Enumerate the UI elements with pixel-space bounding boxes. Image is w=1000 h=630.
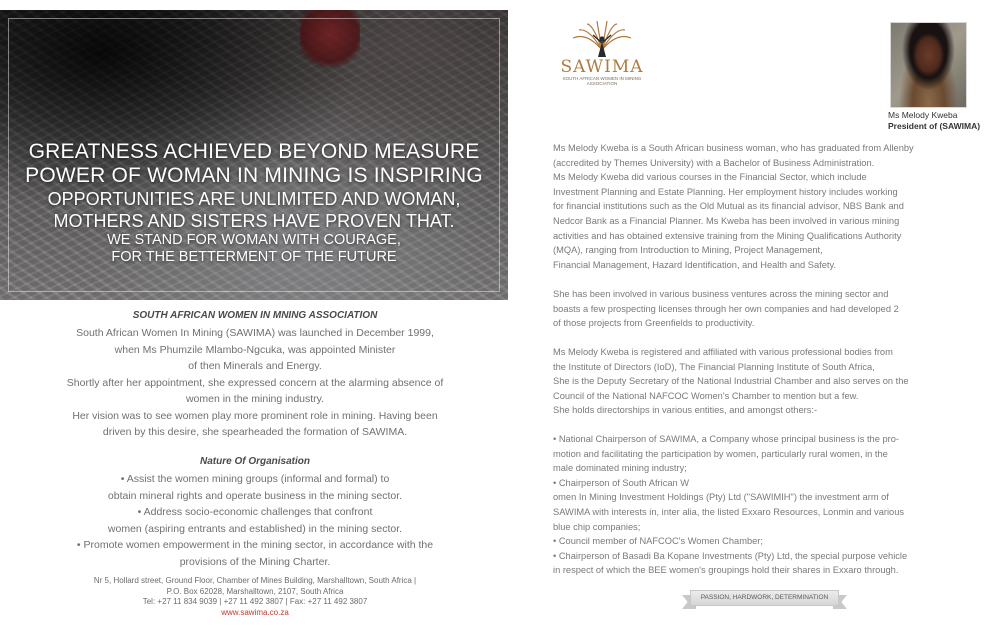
list-item: omen In Mining Investment Holdings (Pty) Ltd ("SAWIMIH") the investment arm of xyxy=(553,492,889,503)
nature-line: women (aspiring entrants and established) in the mining sector. xyxy=(107,522,403,535)
portrait-caption xyxy=(888,110,998,132)
nature-line: • Promote women empowerment in the mining sector, in accordance with the xyxy=(76,539,434,551)
list-item: SAWIMA with interests in, inter alia, the listed Exxaro Resources, Lonmin and various xyxy=(553,506,905,517)
bio-line: Ms Melody Kweba is registered and affiliated with various professional bodies from xyxy=(553,347,893,357)
footer-phones: Tel: +27 11 834 9039 | +27 11 492 3807 | Fax: +27 11 492 3807 xyxy=(142,597,368,606)
nature-line: provisions of the Mining Charter. xyxy=(179,555,331,568)
directorships-list xyxy=(553,432,938,578)
association-line: driven by this desire, she spearheaded the formation of SAWIMA. xyxy=(102,426,408,438)
association-line: Her vision was to see women play more prominent role in mining. Having been xyxy=(72,409,438,422)
association-line: of then Minerals and Energy. xyxy=(188,360,322,372)
bio-line: She is the Deputy Secretary of the National Industrial Chamber and also serves on the xyxy=(553,376,909,387)
bio-line: Ms Melody Kweba did various courses in the Financial Sector, which include xyxy=(553,172,867,183)
logo-subtitle-2: ASSOCIATION xyxy=(586,81,618,86)
nature-line: • Assist the women mining groups (informal and formal) to xyxy=(120,473,390,485)
association-section xyxy=(30,309,480,441)
motto-ribbon xyxy=(682,590,847,612)
hero-banner xyxy=(0,10,508,300)
nature-section xyxy=(30,455,480,570)
list-item: • National Chairperson of SAWIMA, a Company whose principal business is the pro- xyxy=(553,434,900,444)
association-line: women in the mining industry. xyxy=(185,393,325,405)
hero-line-3: OPPORTUNITIES ARE UNLIMITED AND WOMAN, xyxy=(47,189,461,209)
bio-line: Ms Melody Kweba is a South African business woman, who has graduated from Allenby xyxy=(553,143,914,153)
footer-address: Nr 5, Hollard street, Ground Floor, Chamber of Mines Building, Marshalltown, South Africa | xyxy=(93,576,417,585)
nature-text xyxy=(30,471,480,570)
association-line: Shortly after her appointment, she expressed concern at the alarming absence of xyxy=(66,376,444,389)
footer-po-box: P.O. Box 62028, Marshalltown, 2107, South Africa xyxy=(166,586,344,596)
portrait-role: President of (SAWIMA) xyxy=(888,121,981,131)
list-item: blue chip companies; xyxy=(553,521,641,532)
nature-line: obtain mineral rights and operate business in the mining sector. xyxy=(107,489,403,502)
bio-line: Nedcor Bank as a Financial Planner. Ms Kweba has been involved in various mining xyxy=(553,215,900,226)
contact-footer xyxy=(30,576,480,618)
list-item: motion and facilitating the participation by women, particularly rural women, in the xyxy=(553,448,888,459)
bio-line: (MQA), ranging from Introduction to Mining, Project Management, xyxy=(553,245,823,256)
list-item: in respect of which the BEE women's groupings hold their shares in Exxaro through. xyxy=(553,565,899,576)
bio-paragraph-3 xyxy=(553,345,938,418)
nature-title: Nature Of Organisation xyxy=(199,456,310,467)
sawima-logo xyxy=(552,20,652,95)
bio-line: activities and has obtained extensive training from the Mining Qualifications Authority xyxy=(553,230,902,241)
logo-wordmark: SAWIMA xyxy=(560,57,644,77)
hero-line-4: MOTHERS AND SISTERS HAVE PROVEN THAT. xyxy=(53,211,455,231)
portrait-name: Ms Melody Kweba xyxy=(888,110,958,120)
bio-paragraph-1 xyxy=(553,141,938,272)
footer-website-link[interactable]: www.sawima.co.za xyxy=(221,607,289,617)
bio-line: Investment Planning and Estate Planning. Her employment history includes working xyxy=(553,186,898,197)
bio-line: the Institute of Directors (IoD), The Financial Planning Institute of South Africa, xyxy=(553,361,875,372)
association-line: when Ms Phumzile Mlambo-Ngcuka, was appointed Minister xyxy=(114,343,396,356)
bio-paragraph-2 xyxy=(553,287,938,331)
association-title: SOUTH AFRICAN WOMEN IN MNING ASSOCIATION xyxy=(132,310,378,321)
association-line: South African Women In Mining (SAWIMA) was launched in December 1999, xyxy=(76,327,434,339)
list-item: • Council member of NAFCOC's Women Chamber; xyxy=(553,536,763,547)
bio-line: of those projects from Greenfields to productivity. xyxy=(553,318,755,329)
hero-line-2: POWER OF WOMAN IN MINING IS INSPIRING xyxy=(25,164,483,187)
bio-line: Financial Management, Hazard Identification, and Health and Safety. xyxy=(553,259,837,270)
association-text xyxy=(30,325,480,441)
bio-line: (accredited by Themes University) with a Bachelor of Business Administration. xyxy=(553,157,875,168)
logo-subtitle-1: SOUTH AFRICAN WOMEN IN MINING xyxy=(562,76,642,81)
bio-line: boasts a few prospecting licenses through her own companies and had developed 2 xyxy=(553,303,899,314)
nature-line: • Address socio-economic challenges that confront xyxy=(137,506,373,518)
president-portrait xyxy=(890,22,967,108)
bio-line: She holds directorships in various entities, and amongst others:- xyxy=(553,405,818,416)
bio-line: Council of the National NAFCOC Women's Chamber to mention but a few. xyxy=(553,390,859,401)
bio-line: She has been involved in various business ventures across the mining sector and xyxy=(553,289,889,299)
hero-line-5: WE STAND FOR WOMAN WITH COURAGE, xyxy=(107,232,401,248)
list-item: • Chairperson of South African W xyxy=(553,477,690,488)
hero-slogan xyxy=(12,140,496,266)
ribbon-text: PASSION, HARDWORK, DETERMINATION xyxy=(690,590,839,606)
list-item: male dominated mining industry; xyxy=(553,463,687,474)
bio-line: for financial institutions such as the Old Mutual as its financial advisor, NBS Bank and xyxy=(553,201,904,212)
hero-line-1: GREATNESS ACHIEVED BEYOND MEASURE xyxy=(28,140,480,163)
sunburst-figure-icon xyxy=(567,20,637,58)
list-item: • Chairperson of Basadi Ba Kopane Investments (Pty) Ltd, the special purpose vehicle xyxy=(553,550,908,561)
hero-line-6: FOR THE BETTERMENT OF THE FUTURE xyxy=(111,249,397,265)
